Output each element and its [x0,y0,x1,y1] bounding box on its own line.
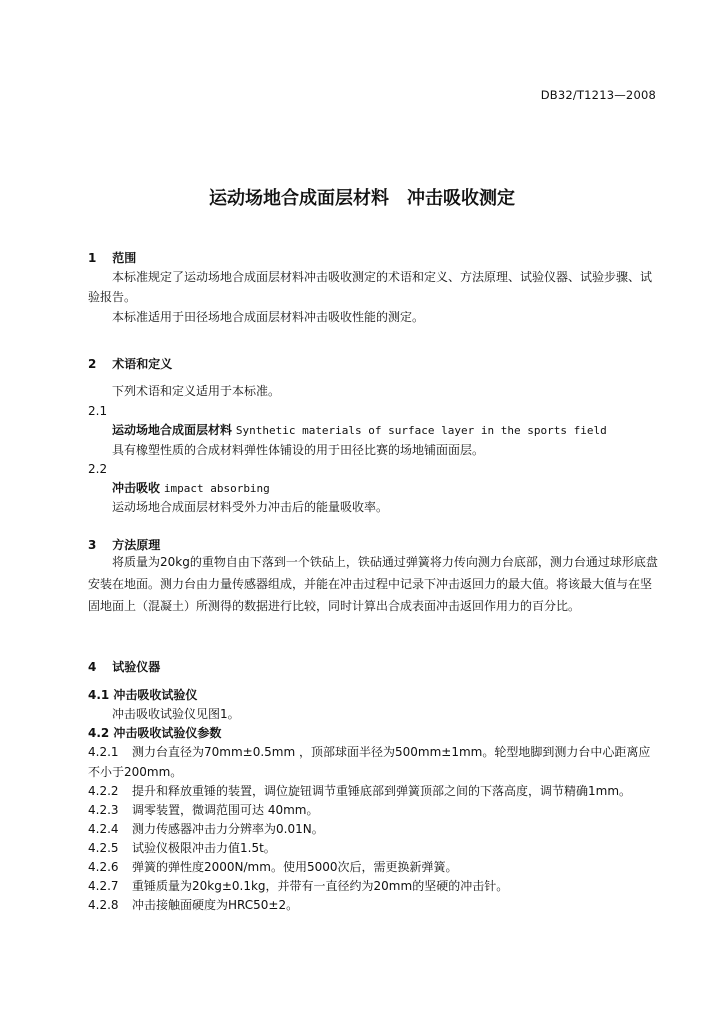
item-number: 4.2.6 [88,860,119,874]
term-2-1-definition: 具有橡塑性质的合成材料弹性体铺设的用于田径比赛的场地铺面面层。 [112,443,485,457]
term-2-2-line [112,478,662,499]
term-english: Synthetic materials of surface layer in the sports field [235,424,607,437]
term-name: 运动场地合成面层材料 [112,423,233,437]
term-2-2-definition: 运动场地合成面层材料受外力冲击后的能量吸收率。 [112,500,389,514]
list-item [88,838,662,858]
section-title: 术语和定义 [112,357,173,371]
section-number: 3 [88,538,97,552]
term-english: impact absorbing [163,482,270,495]
item-number: 4.2.5 [88,841,119,855]
document-code: DB32/T1213—2008 [540,88,656,102]
item-text: 提升和释放重锤的装置，调位旋钮调节重锤底部到弹簧顶部之间的下落高度，调节精确1mm。 [132,784,632,798]
item-number: 4.2.2 [88,784,119,798]
list-item [88,876,662,896]
section-number: 2 [88,357,97,371]
item-number: 4.2.3 [88,803,119,817]
section-4-heading [88,657,662,677]
section-3-paragraph: 将质量为20kg的重物自由下落到一个铁砧上，铁砧通过弹簧将力传向测力台底部，测力台通过球形底盘安装在地面。测力台由力量传感器组成，并能在冲击过程中记录下冲击返回力的最大值。将该最大值与在坚固地面上（混凝土）所测得的数据进行比较，同时计算出合成表面冲击返回作用力的百分比。 [88,555,658,613]
section-1-heading [88,248,662,268]
item-text: 弹簧的弹性度2000N/mm。使用5000次后，需更换新弹簧。 [132,860,458,874]
term-name: 冲击吸收 [112,481,161,495]
item-text: 调零装置，微调范围可达 40mm。 [132,803,319,817]
document-title: 运动场地合成面层材料 冲击吸收测定 [209,188,515,209]
item-number: 4.2.4 [88,822,119,836]
list-item [88,781,662,801]
item-number: 4.2.7 [88,879,119,893]
list-item [88,895,662,915]
section-number: 4 [88,660,97,674]
item-number: 4.2.1 [88,745,119,759]
section-number: 1 [88,251,97,265]
section-2-heading [88,354,662,374]
list-item [88,742,662,782]
list-item [88,857,662,877]
section-title: 方法原理 [112,538,161,552]
item-number: 4.2.8 [88,898,119,912]
section-1-paragraph-2: 本标准适用于田径场地合成面层材料冲击吸收性能的测定。 [112,310,425,324]
item-text: 冲击接触面硬度为HRC50±2。 [132,898,299,912]
term-2-1-number: 2.1 [88,404,108,418]
section-1-paragraph-1: 本标准规定了运动场地合成面层材料冲击吸收测定的术语和定义、方法原理、试验仪器、试验步骤、试验报告。 [88,270,653,304]
item-text: 重锤质量为20kg±0.1kg，并带有一直径约为20mm的坚硬的冲击针。 [132,879,509,893]
item-text: 试验仪极限冲击力值1.5t。 [132,841,276,855]
term-2-1-line [112,420,662,441]
list-item [88,819,662,839]
subsection-4-1-heading: 4.1 冲击吸收试验仪 [88,688,198,702]
section-title: 范围 [112,251,137,265]
subsection-4-1-text: 冲击吸收试验仪见图1。 [112,707,240,721]
term-2-2-number: 2.2 [88,462,108,476]
list-item [88,800,662,820]
item-text: 测力台直径为70mm±0.5mm ，顶部球面半径为500mm±1mm。轮型地脚到测力台中心距离应不小于200mm。 [88,745,651,779]
section-2-intro: 下列术语和定义适用于本标准。 [112,384,281,398]
section-title: 试验仪器 [112,660,161,674]
item-text: 测力传感器冲击力分辨率为0.01N。 [132,822,324,836]
subsection-4-2-heading: 4.2 冲击吸收试验仪参数 [88,726,222,740]
